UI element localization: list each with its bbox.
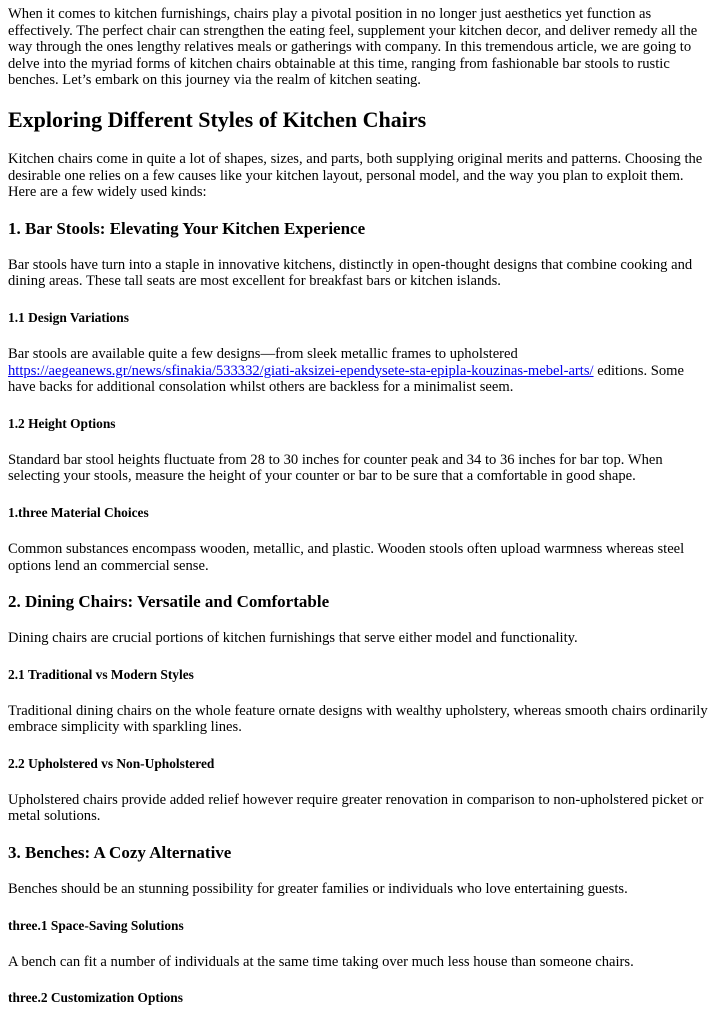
bar-stools-paragraph: Bar stools have turn into a staple in innovative kitchens, distinctly in open-thought designs that combine cooking and dining areas. These tall seats are most excellent for breakfast bars or kitchen islands.: [8, 256, 693, 290]
height-options-paragraph: Standard bar stool heights fluctuate from 28 to 30 inches for counter peak and 34 to 36 inches for bar top. When selecting your stools, measure the height of your counter or bar to be sure that a comfortable in good shape.: [8, 451, 663, 485]
dining-chairs-paragraph: Dining chairs are crucial portions of kitchen furnishings that serve either model and functionality.: [8, 630, 578, 647]
benches-paragraph: Benches should be an stunning possibility for greater families or individuals who love entertaining guests.: [8, 881, 628, 898]
subheading-height-options: 1.2 Height Options: [8, 415, 116, 431]
subheading-material-choices: 1.three Material Choices: [8, 504, 149, 520]
section-heading-benches: 3. Benches: A Cozy Alternative: [8, 843, 232, 863]
traditional-modern-paragraph: Traditional dining chairs on the whole feature ornate designs with wealthy upholstery, whereas smooth chairs ordinarily embrace simplicity with sparkling lines.: [8, 702, 708, 736]
subheading-design-variations: 1.1 Design Variations: [8, 309, 129, 325]
subheading-traditional-modern: 2.1 Traditional vs Modern Styles: [8, 666, 194, 682]
material-choices-paragraph: Common substances encompass wooden, metallic, and plastic. Wooden stools often upload warmness whereas steel options lend an commercial sense.: [8, 540, 685, 574]
design-variations-paragraph: [8, 346, 712, 396]
subheading-upholstered: 2.2 Upholstered vs Non-Upholstered: [8, 755, 215, 771]
intro-paragraph: When it comes to kitchen furnishings, chairs play a pivotal position in no longer just aesthetics yet function as effectively. The perfect chair can strengthen the eating feel, supplement your kitchen decor, and deliver remedy all the way through the ones lengthy relatives meals or gatherings with company. In this tremendous article, we are going to delve into the myriad forms of kitchen chairs obtainable at this time, ranging from fashionable bar stools to rustic benches. Let’s embark on this journey via the realm of kitchen seating.: [8, 6, 698, 89]
space-saving-paragraph: A bench can fit a number of individuals at the same time taking over much less house than someone chairs.: [8, 953, 634, 970]
section-heading-styles: Exploring Different Styles of Kitchen Chairs: [8, 106, 427, 132]
article-link[interactable]: https://aegeanews.gr/news/sfinakia/533332/giati-aksizei-ependysete-sta-epipla-kouzinas-mebel-arts/: [8, 362, 594, 379]
subheading-customization: three.2 Customization Options: [8, 990, 183, 1006]
section-heading-dining-chairs: 2. Dining Chairs: Versatile and Comfortable: [8, 592, 330, 612]
subheading-space-saving: three.1 Space-Saving Solutions: [8, 917, 184, 933]
design-text-after: editions. Some have backs for additional consolation whilst others are backless for a minimalist seem.: [8, 362, 684, 396]
styles-paragraph: Kitchen chairs come in quite a lot of shapes, sizes, and parts, both supplying original merits and patterns. Choosing the desirable one relies on a few causes like your kitchen layout, personal model, and the way you plan to exploit them. Here are a few widely used kinds:: [8, 150, 703, 201]
upholstered-paragraph: Upholstered chairs provide added relief however require greater renovation in comparison to non-upholstered picket or metal solutions.: [8, 791, 704, 825]
design-text-before: Bar stools are available quite a few designs—from sleek metallic frames to upholstered: [8, 345, 518, 362]
section-heading-bar-stools: 1. Bar Stools: Elevating Your Kitchen Experience: [8, 218, 366, 238]
